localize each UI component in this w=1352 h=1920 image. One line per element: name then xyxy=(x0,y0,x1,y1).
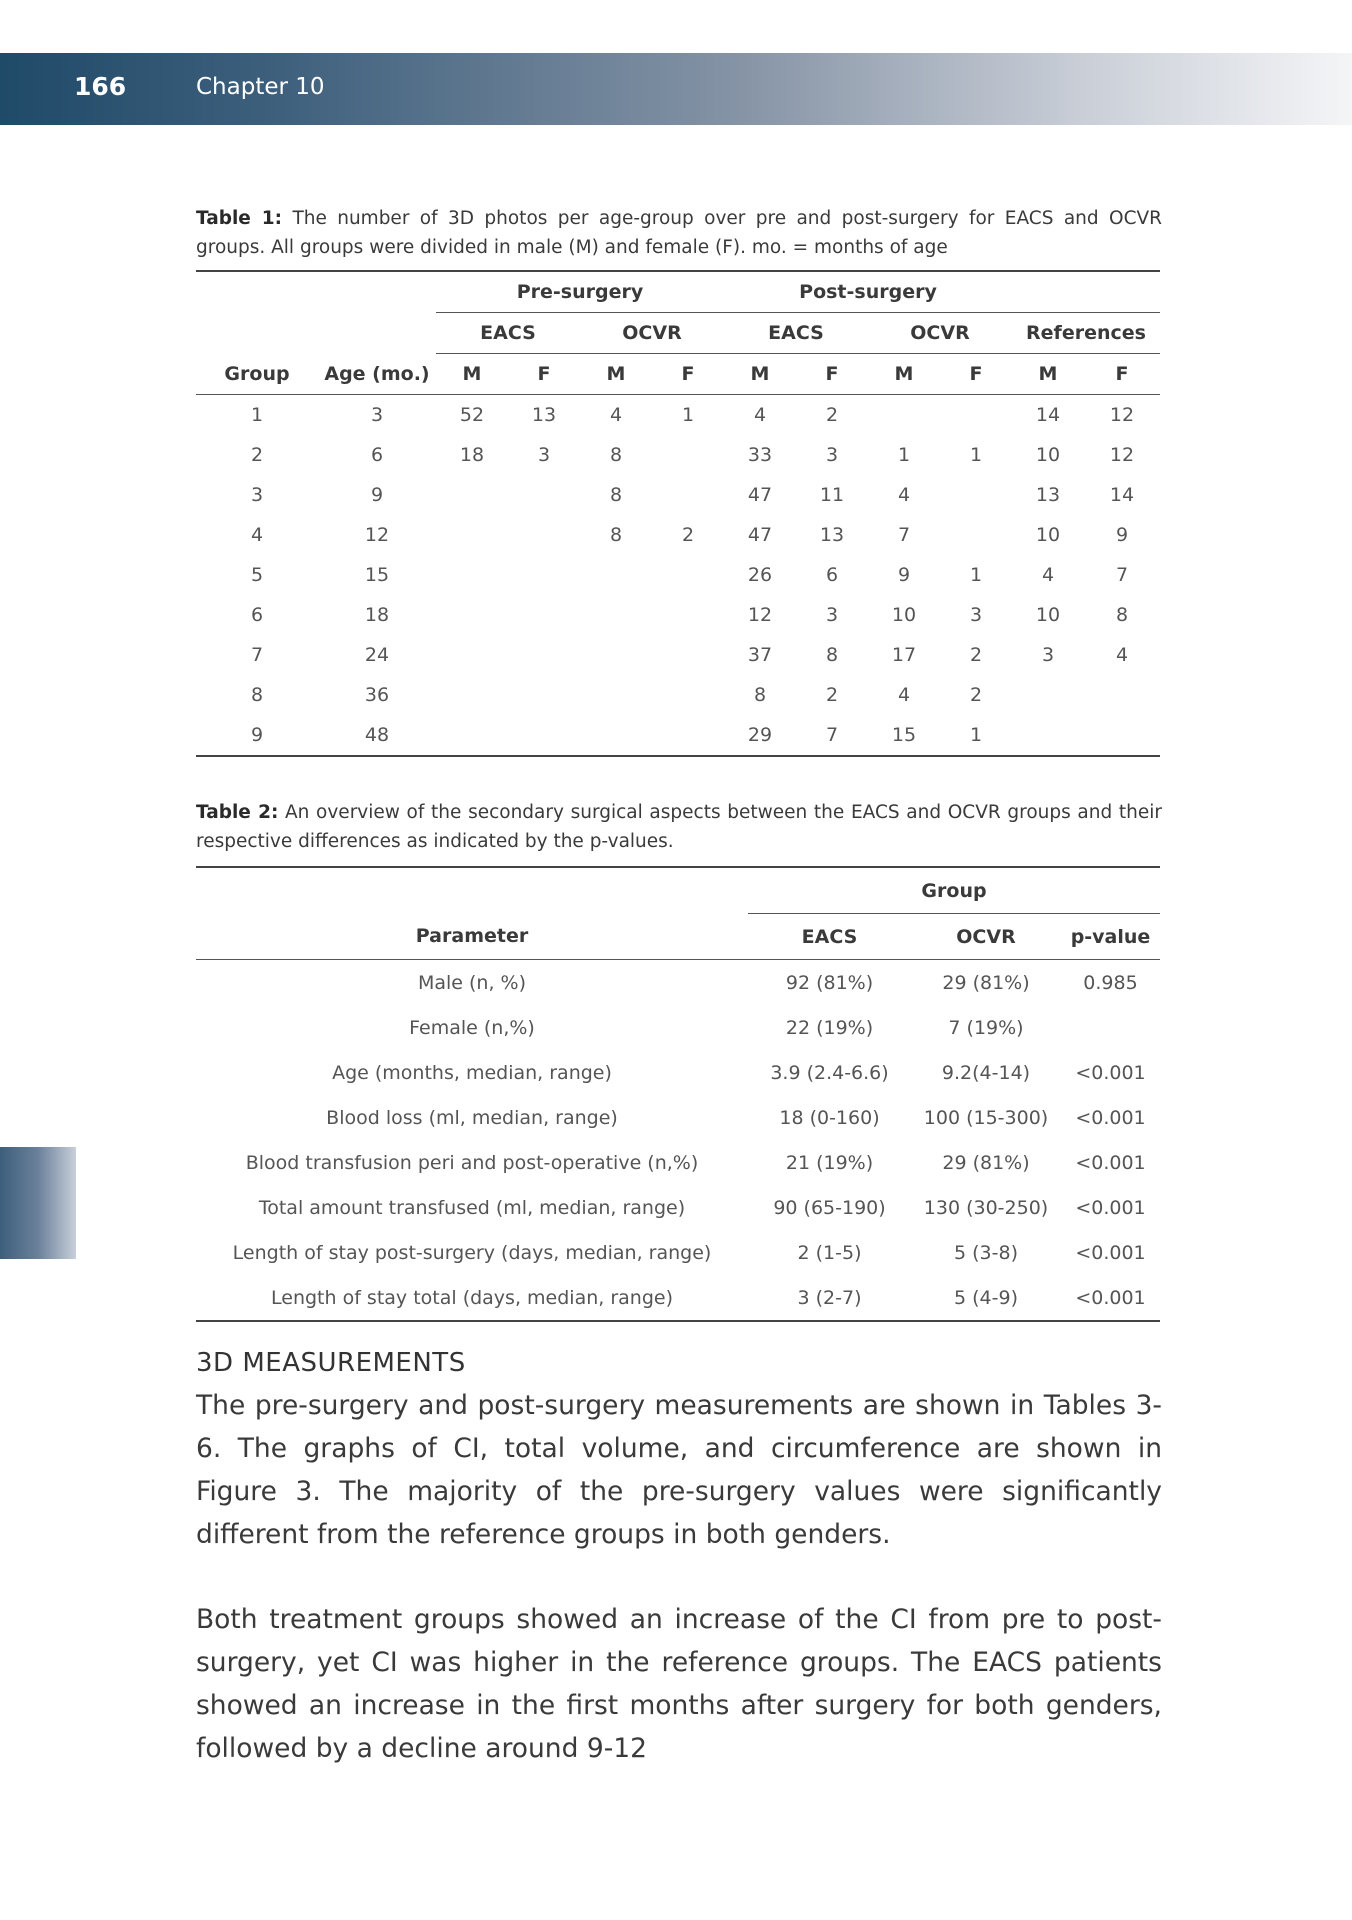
table2-cell: 21 (19%) xyxy=(785,1151,874,1174)
table1-cell xyxy=(1084,715,1160,756)
table1-subheader: References xyxy=(1012,313,1160,354)
table1-cell: 14 xyxy=(1109,484,1135,506)
table2-row xyxy=(196,1050,1160,1095)
table1-cell xyxy=(436,555,508,595)
table1-subheader: EACS xyxy=(436,313,580,354)
table1-cell: 3 xyxy=(1041,644,1055,666)
table2-cell: 92 (81%) xyxy=(785,971,874,994)
table1-cell xyxy=(1012,715,1084,756)
table1-cell: 3 xyxy=(969,604,983,626)
table1-cell xyxy=(580,555,652,595)
table1-cell xyxy=(652,635,724,675)
table1-cell xyxy=(508,595,580,635)
table1-cell: 6 xyxy=(250,604,264,626)
table1-cell xyxy=(1084,675,1160,715)
table1-row xyxy=(196,475,1160,515)
table1-row xyxy=(196,435,1160,475)
table1-cell xyxy=(652,675,724,715)
table2-caption-label: Table 2: xyxy=(196,802,279,823)
table2-cell: 29 (81%) xyxy=(942,1151,1030,1174)
table1-sex-header: F xyxy=(537,363,551,385)
table1-cell: 47 xyxy=(747,484,773,506)
table1-cell xyxy=(652,435,724,475)
table1-subheader: OCVR xyxy=(868,313,1012,354)
table1-cell xyxy=(940,395,1012,436)
table1-cell: 7 xyxy=(1115,564,1129,586)
table1-cell: 4 xyxy=(609,404,623,426)
table1-cell xyxy=(436,675,508,715)
table2-group-header: Group xyxy=(748,867,1160,914)
table1-cell: 2 xyxy=(825,404,839,426)
table2-cell: Male (n, %) xyxy=(417,971,527,994)
chapter-title: Chapter 10 xyxy=(196,74,325,100)
table1-cell: 5 xyxy=(250,564,264,586)
table2-col-pvalue: p-value xyxy=(1070,925,1151,948)
table1-cell xyxy=(436,515,508,555)
table2-caption xyxy=(196,798,1162,856)
table2-cell: 7 (19%) xyxy=(948,1016,1024,1039)
table1-cell: 12 xyxy=(1109,444,1135,466)
table2-cell: 5 (4-9) xyxy=(954,1286,1018,1309)
table1-row xyxy=(196,715,1160,756)
table2-cell: 90 (65-190) xyxy=(773,1196,886,1219)
table1-cell xyxy=(580,675,652,715)
table1-row xyxy=(196,395,1160,436)
table1-cell xyxy=(508,715,580,756)
table1-cell: 14 xyxy=(1035,404,1061,426)
table1-cell xyxy=(868,395,940,436)
table2-cell: <0.001 xyxy=(1075,1241,1146,1264)
table1-cell xyxy=(580,635,652,675)
table1-cell xyxy=(580,715,652,756)
table1-caption xyxy=(196,204,1162,262)
table2-cell: 130 (30-250) xyxy=(923,1196,1049,1219)
table2-cell: <0.001 xyxy=(1075,1196,1146,1219)
table1-cell: 2 xyxy=(969,644,983,666)
table1 xyxy=(196,270,1160,757)
table1-cell: 4 xyxy=(1041,564,1055,586)
table1-cell xyxy=(652,595,724,635)
table1-cell xyxy=(652,715,724,756)
table1-cell: 10 xyxy=(891,604,917,626)
table1-cell: 1 xyxy=(969,724,983,746)
table1-cell xyxy=(652,555,724,595)
table1-cell: 4 xyxy=(897,484,911,506)
table1-cell: 4 xyxy=(1115,644,1129,666)
table2-caption-text: An overview of the secondary surgical aspects between the EACS and OCVR groups and their respective differences as indicated by the p-values. xyxy=(196,802,1162,852)
table1-cell: 13 xyxy=(531,404,557,426)
table2-cell: Total amount transfused (ml, median, range) xyxy=(258,1196,686,1219)
table1-cell: 4 xyxy=(753,404,767,426)
table1-cell: 3 xyxy=(370,404,384,426)
table1-cell: 8 xyxy=(609,524,623,546)
table1-column-header-row xyxy=(196,354,1160,395)
table2-cell: Blood transfusion peri and post-operative (n,%) xyxy=(245,1151,699,1174)
table2-cell: Length of stay total (days, median, range) xyxy=(271,1286,673,1309)
table1-cell: 9 xyxy=(897,564,911,586)
table1-cell: 24 xyxy=(364,644,390,666)
table1-cell: 8 xyxy=(609,484,623,506)
table2-cell: 18 (0-160) xyxy=(779,1106,880,1129)
table1-cell: 8 xyxy=(609,444,623,466)
section-heading: 3D MEASUREMENTS xyxy=(196,1348,466,1378)
table1-row xyxy=(196,515,1160,555)
table1-cell: 6 xyxy=(370,444,384,466)
table2-row xyxy=(196,1275,1160,1321)
chapter-side-tab xyxy=(0,1147,76,1259)
table1-cell xyxy=(940,515,1012,555)
table1-cell xyxy=(508,475,580,515)
table1-row xyxy=(196,555,1160,595)
table1-cell: 8 xyxy=(753,684,767,706)
table1-cell: 15 xyxy=(364,564,390,586)
table1-cell: 2 xyxy=(681,524,695,546)
table2-cell: 29 (81%) xyxy=(942,971,1030,994)
table1-sex-header: F xyxy=(969,363,983,385)
table2-cell: Age (months, median, range) xyxy=(332,1061,612,1084)
table2-cell: 3.9 (2.4-6.6) xyxy=(770,1061,889,1084)
table1-cell: 52 xyxy=(459,404,485,426)
table2-cell: 0.985 xyxy=(1083,971,1138,994)
table1-cell: 8 xyxy=(1115,604,1129,626)
table1-row xyxy=(196,595,1160,635)
table1-body xyxy=(196,395,1160,757)
table1-phase-header: Post-surgery xyxy=(724,271,1012,313)
table2-cell: <0.001 xyxy=(1075,1151,1146,1174)
table1-cell: 2 xyxy=(825,684,839,706)
table1-cell: 3 xyxy=(537,444,551,466)
table1-cell: 13 xyxy=(819,524,845,546)
table1-cell: 1 xyxy=(969,564,983,586)
table1-cell: 26 xyxy=(747,564,773,586)
table1-cell: 10 xyxy=(1035,444,1061,466)
table1-cell: 10 xyxy=(1035,524,1061,546)
table2-cell: 22 (19%) xyxy=(785,1016,874,1039)
table1-cell: 4 xyxy=(250,524,264,546)
table2-cell: <0.001 xyxy=(1075,1286,1146,1309)
table1-cell: 47 xyxy=(747,524,773,546)
body-paragraph-2: Both treatment groups showed an increase of the CI from pre to post-surgery, yet CI was higher in the reference groups. The EACS patients showed an increase in the first months after surgery for both genders, followed by a decline around 9-12 xyxy=(196,1604,1162,1764)
table1-phase-header: Pre-surgery xyxy=(436,271,724,313)
table1-cell: 15 xyxy=(891,724,917,746)
table2-cell: Female (n,%) xyxy=(409,1016,535,1039)
table2-body xyxy=(196,960,1160,1322)
table1-subheader: EACS xyxy=(724,313,868,354)
table1-sex-header: M xyxy=(1038,363,1058,385)
table1-cell xyxy=(580,595,652,635)
table1-caption-text: The number of 3D photos per age-group over pre and post-surgery for EACS and OCVR groups. All groups were divided in male (M) and female (F). mo. = months of age xyxy=(196,208,1162,258)
table1-phase-row xyxy=(196,271,1160,313)
table1-cell: 10 xyxy=(1035,604,1061,626)
table1-cell: 8 xyxy=(250,684,264,706)
table1-cell: 9 xyxy=(1115,524,1129,546)
table2-cell: 2 (1-5) xyxy=(797,1241,862,1264)
table1-cell: 7 xyxy=(897,524,911,546)
table1-col-age: Age (mo.) xyxy=(324,362,430,385)
table1-cell: 3 xyxy=(825,604,839,626)
table1-cell xyxy=(436,595,508,635)
table1-cell xyxy=(652,475,724,515)
table1-cell: 2 xyxy=(969,684,983,706)
table1-sex-header: M xyxy=(750,363,770,385)
page-number: 166 xyxy=(74,72,127,101)
table2-cell: <0.001 xyxy=(1075,1061,1146,1084)
table2-row xyxy=(196,1005,1160,1050)
table1-cell: 33 xyxy=(747,444,773,466)
table1-cell: 17 xyxy=(891,644,917,666)
table2 xyxy=(196,866,1160,1322)
table2-col-parameter: Parameter xyxy=(415,925,529,948)
table1-cell: 3 xyxy=(825,444,839,466)
table1-cell xyxy=(436,635,508,675)
table1-cell: 12 xyxy=(364,524,390,546)
table2-cell: 9.2(4-14) xyxy=(941,1061,1031,1084)
table1-cell: 7 xyxy=(250,644,264,666)
table1-cell: 12 xyxy=(1109,404,1135,426)
body-paragraph-1: The pre-surgery and post-surgery measurements are shown in Tables 3-6. The graphs of CI, total volume, and circumference are shown in Figure 3. The majority of the pre-surgery values were significantly different from the reference groups in both genders. xyxy=(196,1390,1162,1550)
table1-cell: 6 xyxy=(825,564,839,586)
table1-cell: 11 xyxy=(819,484,845,506)
table1-cell xyxy=(508,555,580,595)
table1-cell: 18 xyxy=(459,444,485,466)
table1-cell xyxy=(508,635,580,675)
table1-cell: 9 xyxy=(370,484,384,506)
table2-row xyxy=(196,960,1160,1006)
table1-row xyxy=(196,635,1160,675)
table1-cell xyxy=(508,515,580,555)
table1-cell: 18 xyxy=(364,604,390,626)
table1-cell: 36 xyxy=(364,684,390,706)
table1-subheader: OCVR xyxy=(580,313,724,354)
table1-cell: 37 xyxy=(747,644,773,666)
table1-cell: 9 xyxy=(250,724,264,746)
table1-cell: 7 xyxy=(825,724,839,746)
table2-cell: <0.001 xyxy=(1075,1106,1146,1129)
table1-sex-header: F xyxy=(1115,363,1129,385)
table2-cell: 3 (2-7) xyxy=(797,1286,862,1309)
table1-cell: 13 xyxy=(1035,484,1061,506)
table1-col-group: Group xyxy=(224,362,290,385)
table2-col-ocvr: OCVR xyxy=(956,925,1016,948)
table1-cell: 1 xyxy=(897,444,911,466)
table1-cell: 1 xyxy=(681,404,695,426)
table1-cell: 12 xyxy=(747,604,773,626)
table2-row xyxy=(196,1185,1160,1230)
table1-cell: 29 xyxy=(747,724,773,746)
table1-row xyxy=(196,675,1160,715)
table2-cell xyxy=(1061,1005,1160,1050)
table2-cell: Length of stay post-surgery (days, median, range) xyxy=(232,1241,712,1264)
table2-column-header-row xyxy=(196,914,1160,960)
table1-cell: 2 xyxy=(250,444,264,466)
table1-cell: 1 xyxy=(250,404,264,426)
table1-cell xyxy=(940,475,1012,515)
table1-subheader-row xyxy=(196,313,1160,354)
table1-cell xyxy=(436,475,508,515)
table2-cell: Blood loss (ml, median, range) xyxy=(326,1106,618,1129)
table2-group-row xyxy=(196,867,1160,914)
table1-cell: 3 xyxy=(250,484,264,506)
table2-row xyxy=(196,1140,1160,1185)
table1-sex-header: F xyxy=(681,363,695,385)
table1-cell xyxy=(436,715,508,756)
table1-sex-header: M xyxy=(894,363,914,385)
table2-cell: 5 (3-8) xyxy=(954,1241,1018,1264)
table2-col-eacs: EACS xyxy=(801,925,858,948)
table1-sex-header: F xyxy=(825,363,839,385)
table1-cell: 48 xyxy=(364,724,390,746)
table1-sex-header: M xyxy=(462,363,482,385)
table2-cell: 100 (15-300) xyxy=(923,1106,1049,1129)
table2-row xyxy=(196,1230,1160,1275)
table2-row xyxy=(196,1095,1160,1140)
table1-cell: 8 xyxy=(825,644,839,666)
table1-sex-header: M xyxy=(606,363,626,385)
table1-caption-label: Table 1: xyxy=(196,208,283,229)
table1-cell: 1 xyxy=(969,444,983,466)
table1-cell: 4 xyxy=(897,684,911,706)
table1-cell xyxy=(1012,675,1084,715)
table1-cell xyxy=(508,675,580,715)
